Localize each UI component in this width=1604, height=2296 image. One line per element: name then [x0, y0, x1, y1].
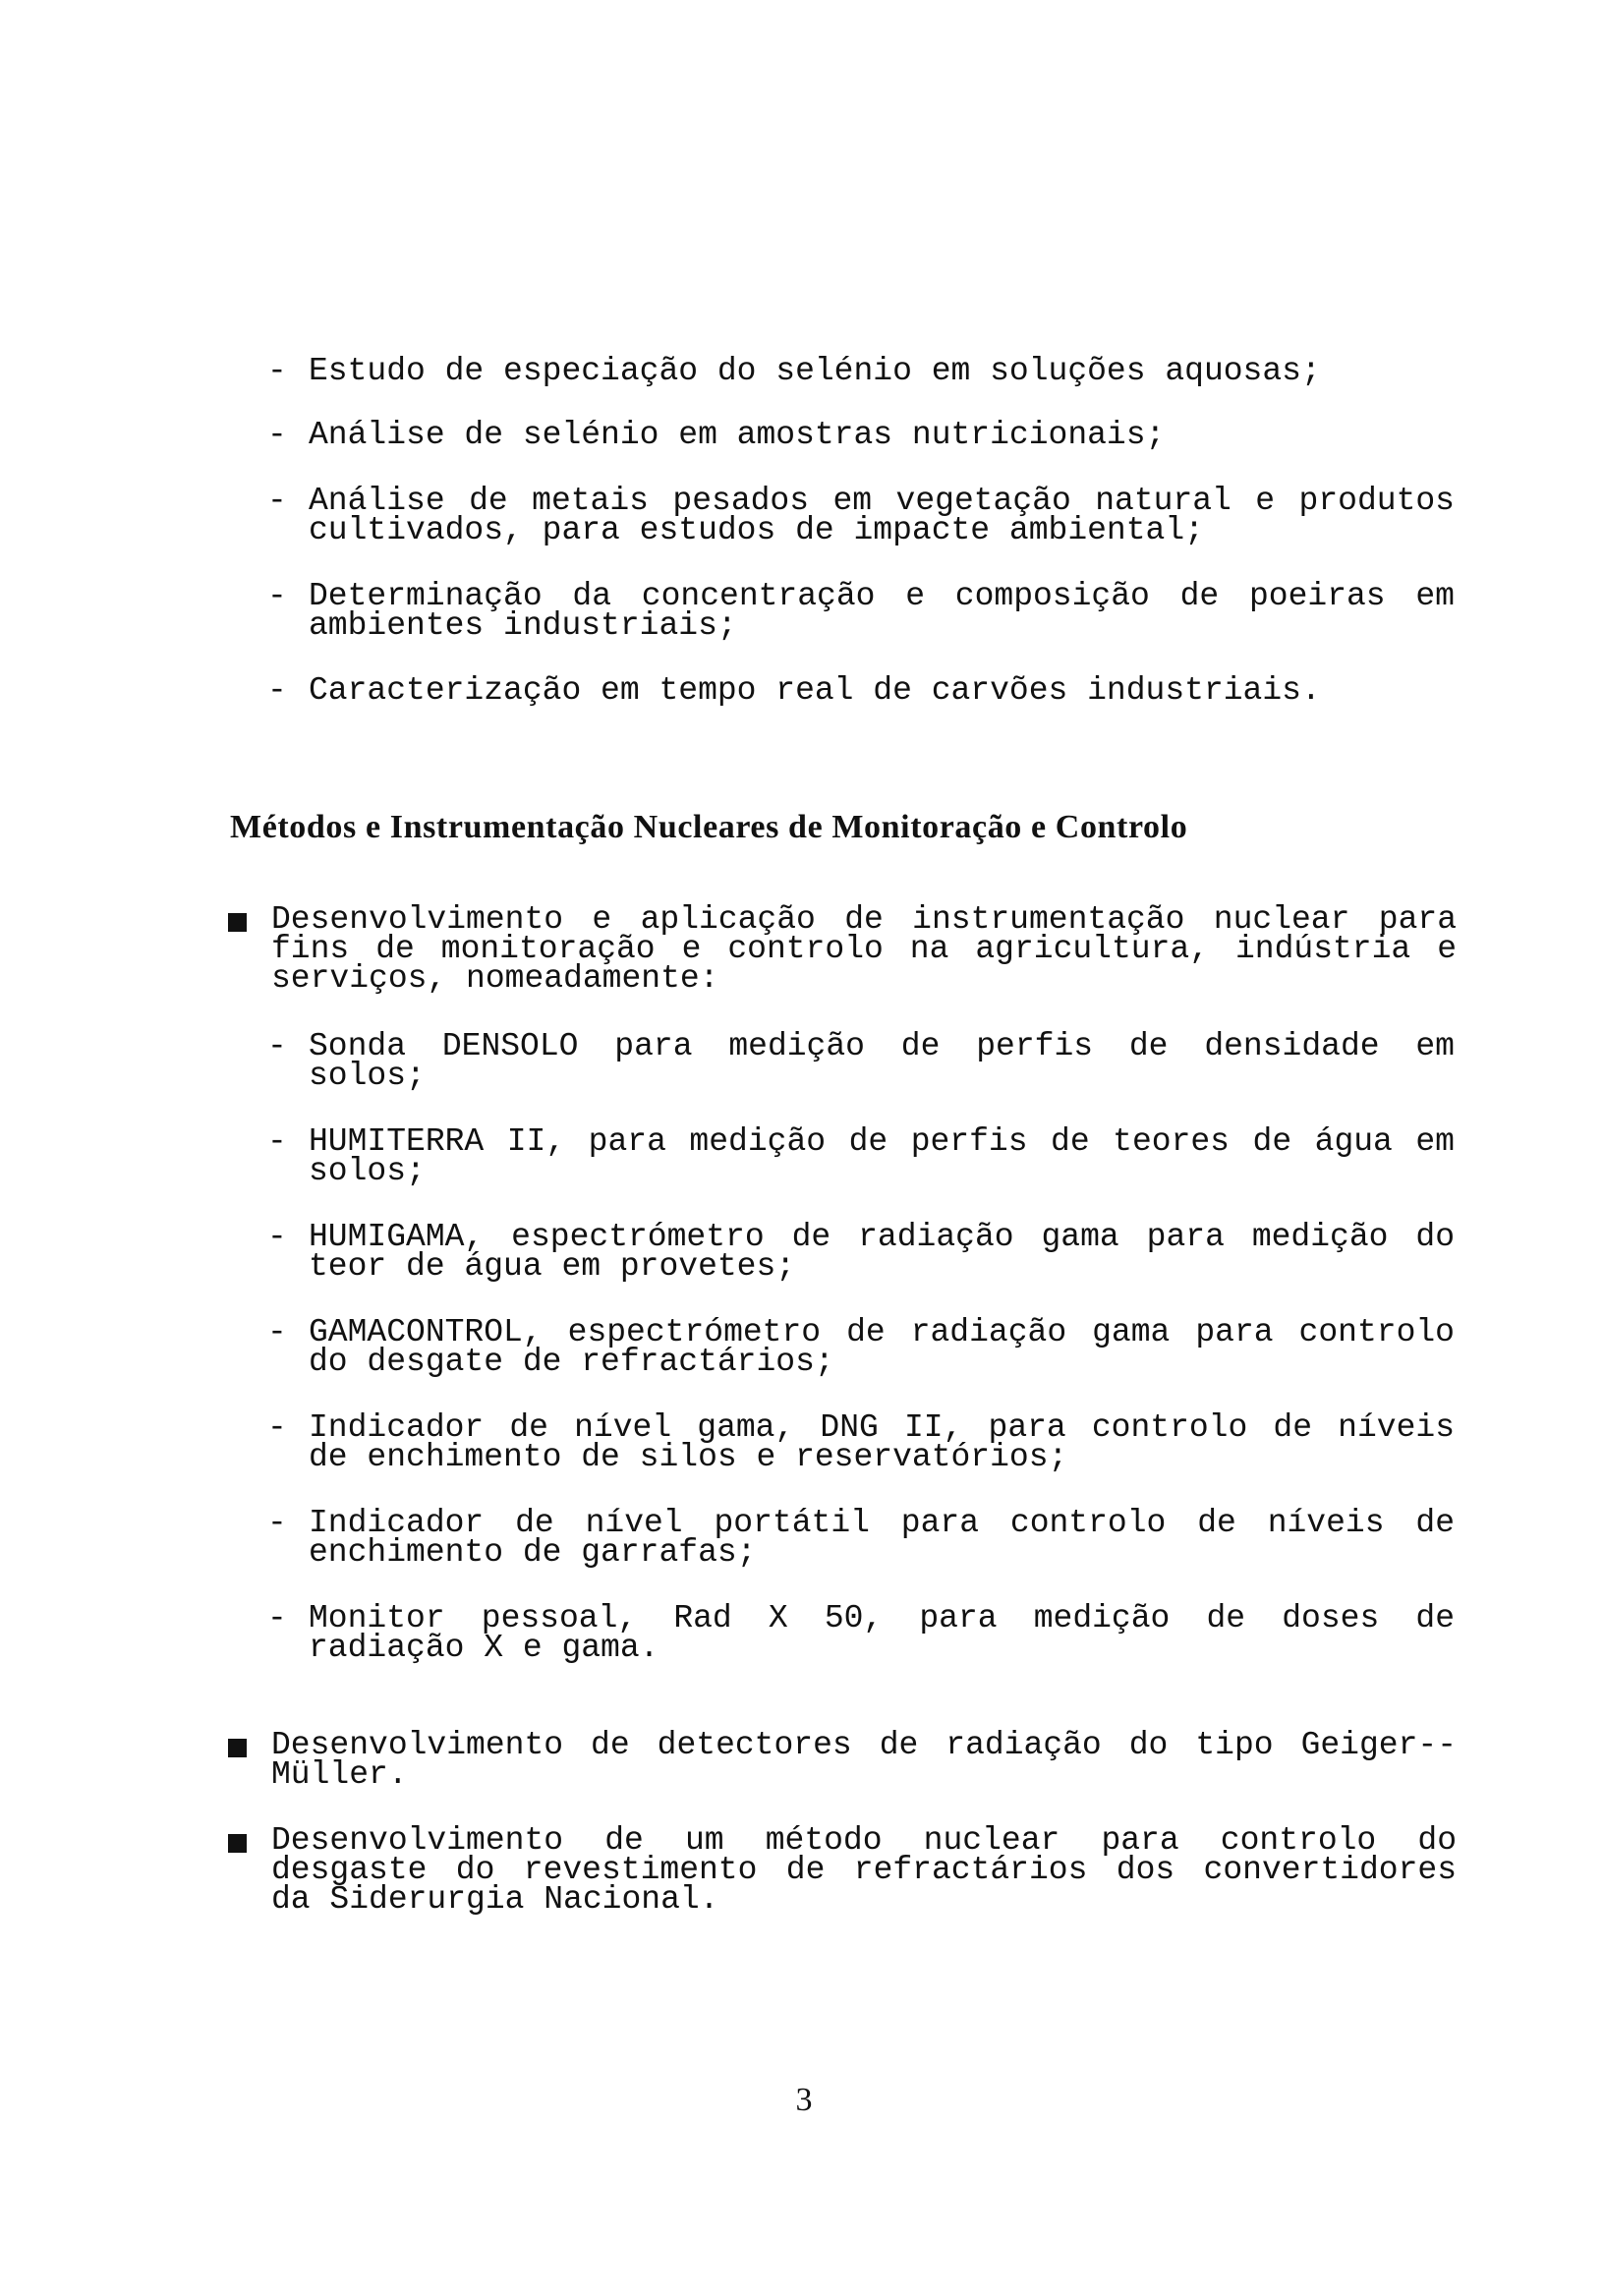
bullet-item — [228, 1727, 1457, 1793]
list-item-text: Indicador de nível portátil para controlo de níveis de enchimento de garrafas; — [309, 1505, 1455, 1571]
list-item — [267, 417, 1455, 453]
bullet-item-text: Desenvolvimento e aplicação de instrumentação nuclear para fins de monitoração e controlo na agricultura, indústria e serviços, nomeadamente: — [271, 901, 1457, 997]
list-item-text: Estudo de especiação do selénio em soluções aquosas; — [309, 353, 1321, 389]
dash-marker: - — [267, 483, 287, 519]
list-item — [267, 1123, 1455, 1189]
dash-marker: - — [267, 417, 287, 453]
dash-marker: - — [267, 672, 287, 709]
list-item-text: Análise de metais pesados em vegetação natural e produtos cultivados, para estudos de impacte ambiental; — [309, 483, 1455, 548]
dash-marker: - — [267, 1505, 287, 1541]
bullet-item-text: Desenvolvimento de detectores de radiação do tipo Geiger--Müller. — [271, 1727, 1457, 1793]
list-item — [267, 1409, 1455, 1475]
square-bullet-icon — [228, 1739, 247, 1757]
dash-marker: - — [267, 1028, 287, 1064]
dash-marker: - — [267, 353, 287, 389]
dash-marker: - — [267, 1123, 287, 1160]
list-item-text: HUMIGAMA, espectrómetro de radiação gama para medição do teor de água em provetes; — [309, 1219, 1455, 1285]
list-item — [267, 578, 1455, 644]
page-number: 3 — [795, 2082, 813, 2118]
list-item — [267, 1505, 1455, 1571]
list-item — [267, 1028, 1455, 1094]
bullet-item — [228, 1822, 1457, 1918]
list-item-text: Indicador de nível gama, DNG II, para controlo de níveis de enchimento de silos e reservatórios; — [309, 1409, 1455, 1475]
bullet-item — [228, 901, 1457, 997]
list-item-text: Análise de selénio em amostras nutricionais; — [309, 417, 1166, 453]
dash-marker: - — [267, 1219, 287, 1255]
list-item-text: Sonda DENSOLO para medição de perfis de densidade em solos; — [309, 1028, 1455, 1094]
list-item-text: HUMITERRA II, para medição de perfis de teores de água em solos; — [309, 1123, 1455, 1189]
list-item — [267, 1219, 1455, 1285]
list-item-text: GAMACONTROL, espectrómetro de radiação gama para controlo do desgate de refractários; — [309, 1314, 1455, 1380]
bullet-item-text: Desenvolvimento de um método nuclear para controlo do desgaste do revestimento de refractários dos convertidores da Siderurgia Nacional. — [271, 1822, 1457, 1918]
list-item — [267, 1600, 1455, 1666]
dash-marker: - — [267, 1314, 287, 1350]
list-item — [267, 672, 1455, 709]
square-bullet-icon — [228, 1834, 247, 1853]
list-item-text: Monitor pessoal, Rad X 50, para medição de doses de radiação X e gama. — [309, 1600, 1455, 1666]
dash-marker: - — [267, 578, 287, 614]
square-bullet-icon — [228, 913, 247, 932]
dash-marker: - — [267, 1600, 287, 1636]
list-item-text: Caracterização em tempo real de carvões industriais. — [309, 672, 1321, 709]
list-item — [267, 353, 1455, 389]
list-item-text: Determinação da concentração e composição de poeiras em ambientes industriais; — [309, 578, 1455, 644]
section-heading: Métodos e Instrumentação Nucleares de Monitoração e Controlo — [230, 809, 1188, 845]
list-item — [267, 483, 1455, 548]
list-item — [267, 1314, 1455, 1380]
dash-marker: - — [267, 1409, 287, 1446]
